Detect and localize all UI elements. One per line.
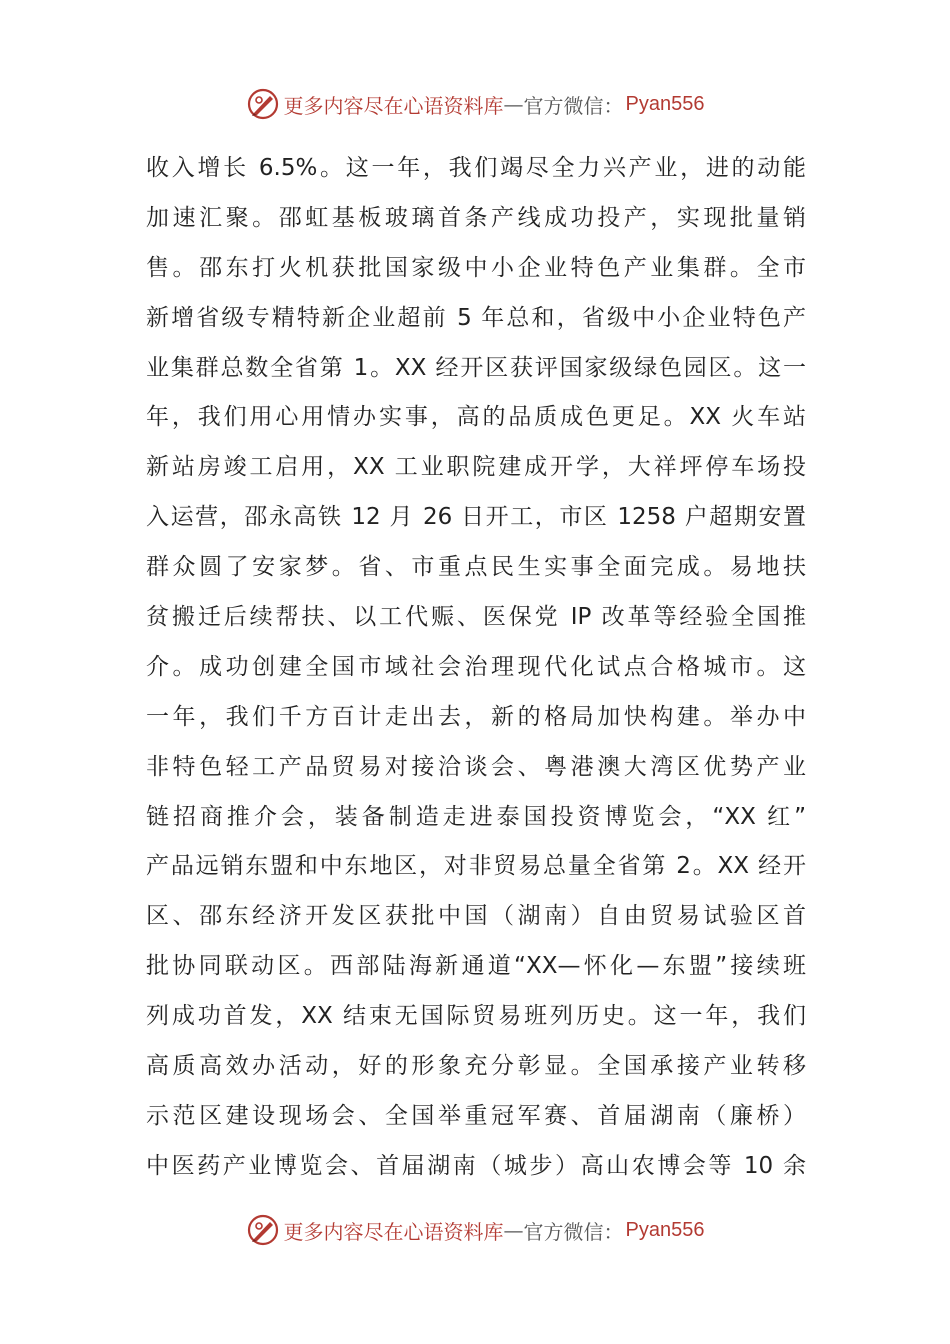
- text-line: 链招商推介会，装备制造走进泰国投资博览会，“XX 红”: [146, 803, 806, 830]
- footer-separator: —: [503, 1218, 524, 1242]
- header-brand: 更多内容尽在心语资料库: [283, 93, 504, 118]
- text-line: 售。邵东打火机获批国家级中小企业特色产业集群。全市: [146, 254, 806, 281]
- text-line: 中医药产业博览会、首届湖南（城步）高山农博会等 10 余: [146, 1152, 806, 1179]
- text-line: 非特色轻工产品贸易对接洽谈会、粤港澳大湾区优势产业: [146, 753, 806, 780]
- text-line: 一年，我们千方百计走出去，新的格局加快构建。举办中: [146, 703, 806, 730]
- text-line: 批协同联动区。西部陆海新通道“XX—怀化—东盟”接续班: [146, 953, 806, 980]
- pen-logo-icon: [246, 1213, 280, 1247]
- footer-wechat-id: Pyan556: [625, 1218, 705, 1241]
- text-line: 贫搬迁后续帮扶、以工代赈、医保党 IP 改革等经验全国推: [146, 604, 806, 631]
- header-separator: —: [503, 92, 524, 116]
- text-line: 收入增长 6.5%。这一年，我们竭尽全力兴产业，进的动能: [146, 155, 806, 181]
- pen-logo-icon: [246, 87, 280, 121]
- text-line: 高质高效办活动，好的形象充分彰显。全国承接产业转移: [146, 1053, 806, 1080]
- text-line: 群众圆了安家梦。省、市重点民生实事全面完成。易地扶: [146, 554, 806, 581]
- header-watermark: [0, 84, 950, 124]
- text-line: 新站房竣工启用，XX 工业职院建成开学，大祥坪停车场投: [146, 454, 806, 481]
- footer-label: 官方微信：: [523, 1219, 624, 1244]
- text-line: 加速汇聚。邵虹基板玻璃首条产线成功投产，实现批量销: [146, 204, 806, 231]
- text-line: 产品远销东盟和中东地区，对非贸易总量全省第 2。XX 经开: [146, 853, 806, 880]
- footer-watermark: [0, 1210, 950, 1250]
- text-line: 入运营，邵永高铁 12 月 26 日开工，市区 1258 户超期安置: [146, 504, 806, 531]
- text-line: 示范区建设现场会、全国举重冠军赛、首届湖南（廉桥）: [146, 1102, 806, 1129]
- document-body: [146, 144, 806, 1192]
- text-line: 新增省级专精特新企业超前 5 年总和，省级中小企业特色产: [146, 304, 806, 331]
- text-line: 业集群总数全省第 1。XX 经开区获评国家级绿色园区。这一: [146, 354, 806, 381]
- header-label: 官方微信：: [523, 93, 624, 118]
- text-line: 区、邵东经济开发区获批中国（湖南）自由贸易试验区首: [146, 903, 806, 930]
- text-line: 介。成功创建全国市域社会治理现代化试点合格城市。这: [146, 653, 806, 680]
- text-line: 年，我们用心用情办实事，高的品质成色更足。XX 火车站: [146, 404, 806, 431]
- header-wechat-id: Pyan556: [625, 92, 705, 115]
- text-line: 列成功首发，XX 结束无国际贸易班列历史。这一年，我们: [146, 1003, 806, 1030]
- footer-brand: 更多内容尽在心语资料库: [283, 1219, 504, 1244]
